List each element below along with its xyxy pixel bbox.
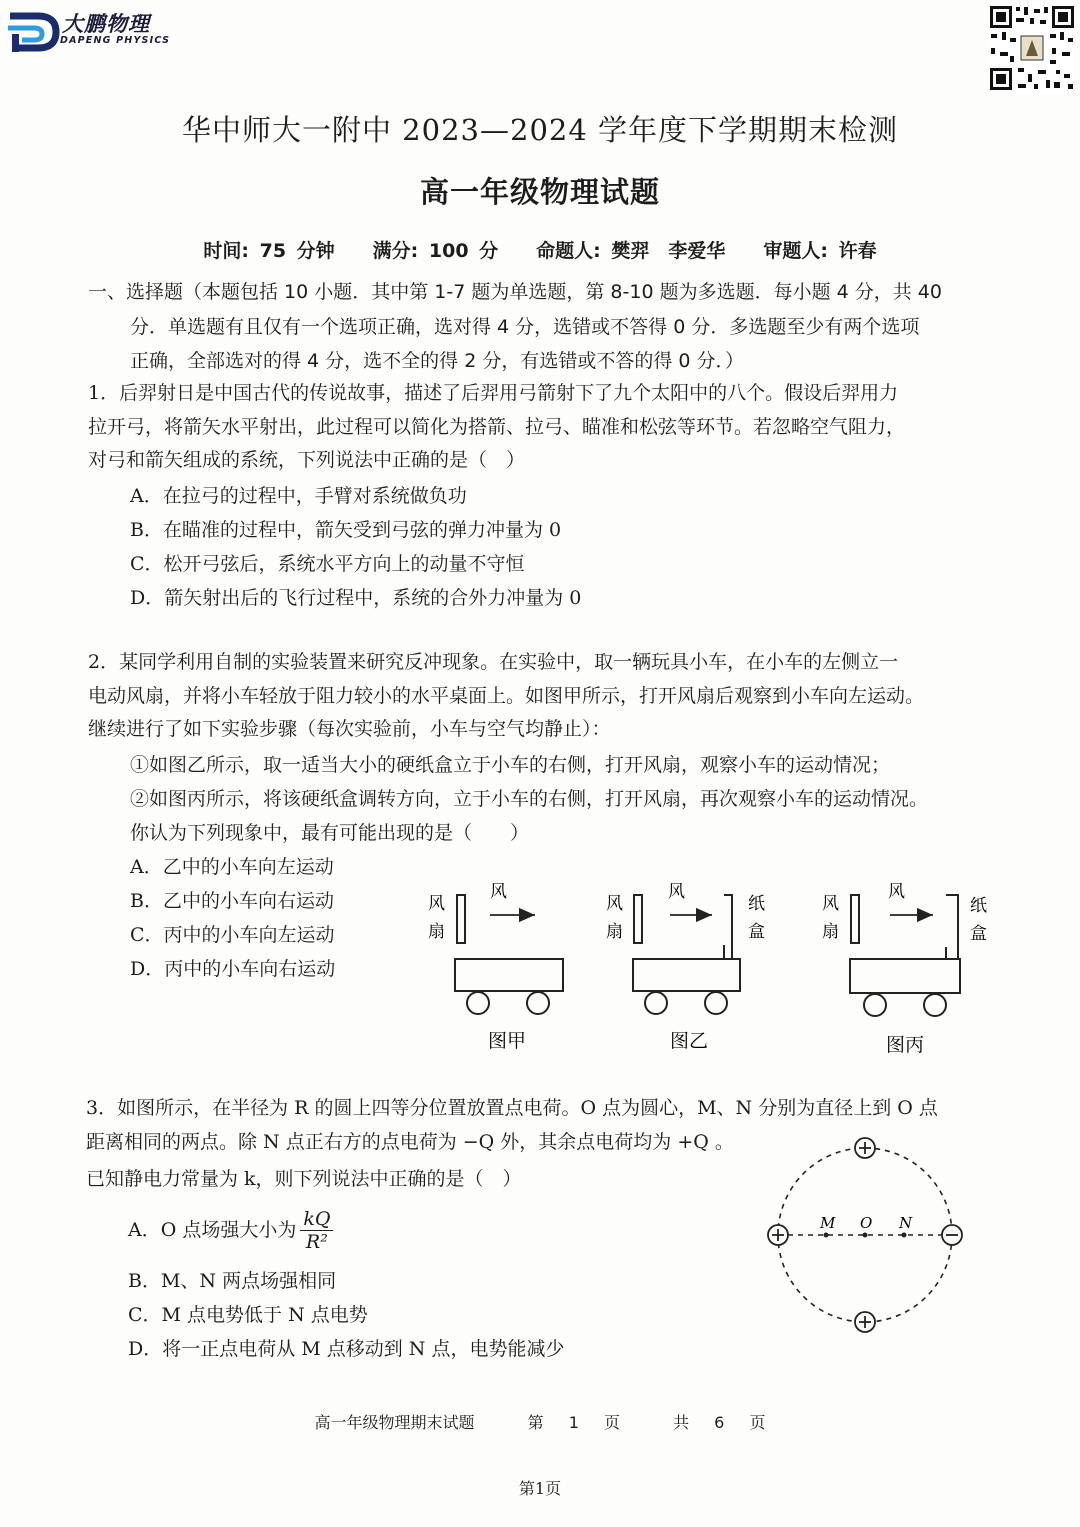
option-a: A．在拉弓的过程中，手臂对系统做负功 (130, 485, 467, 507)
point-n (902, 1233, 907, 1238)
stem-line: 3．如图所示，在半径为 R 的圆上四等分位置放置点电荷。O 点为圆心，M、N 分别为直径上到 O 点 (86, 1097, 938, 1119)
step-2: ②如图丙所示，将该硬纸盒调转方向，立于小车的右侧，打开风扇，再次观察小车的运动情况。 (130, 788, 929, 810)
figure-caption: 图乙 (670, 1030, 709, 1052)
exam-title: 华中师大一附中 2023—2024 学年度下学期期末检测 (181, 113, 899, 147)
fan-label: 扇 (606, 922, 623, 942)
cart-wheel (864, 994, 886, 1016)
section-line: 正确，全部选对的得 4 分，选不全的得 2 分，有选错或不答的得 0 分．） (130, 350, 745, 372)
section-line: 一、选择题（本题包括 10 小题．其中第 1-7 题为单选题，第 8-10 题为多选题．每小题 4 分，共 40 (88, 281, 942, 303)
dp-logo-icon (4, 8, 62, 56)
cart-wheel (705, 992, 727, 1014)
question-3-options (128, 1200, 564, 1366)
stem-line: 继续进行了如下实验步骤（每次实验前，小车与空气均静止）： (88, 718, 611, 740)
figure-jia (428, 882, 563, 1052)
page-number: 第1页 (518, 1479, 562, 1498)
paper-box (724, 895, 732, 959)
section-line: 分．单选题有且仅有一个选项正确，选对得 4 分，选错或不答得 0 分．多选题至少有两个选项 (130, 315, 920, 338)
stem-line: 拉开弓，将箭矢水平射出，此过程可以简化为搭箭、拉弓、瞄准和松弦等环节。若忽略空气阻力， (88, 415, 906, 438)
figure-bing (822, 882, 987, 1056)
fan-label: 风 (822, 894, 839, 914)
exam-meta: 时间: 75 分钟 满分: 100 分 命题人: 樊羿 李爱华 审题人: 许春 (203, 240, 877, 262)
wind-label: 风 (888, 882, 905, 902)
label-m: M (820, 1214, 836, 1232)
footer-page: 第 1 页 (527, 1413, 620, 1432)
fan-label: 扇 (822, 922, 839, 942)
footer-total: 共 6 页 (673, 1413, 766, 1432)
positive-charge-icon (855, 1138, 875, 1158)
positive-charge-icon (855, 1312, 875, 1332)
cart-body (850, 959, 960, 993)
cart-body (633, 959, 740, 991)
fan-label: 风 (428, 894, 445, 914)
option-a: A．乙中的小车向左运动 (130, 856, 334, 878)
fan-cart-figure (420, 875, 1000, 1065)
wind-label: 风 (668, 882, 685, 902)
question-2-options (130, 850, 335, 986)
box-label: 盒 (748, 922, 765, 942)
fan-shape (851, 895, 859, 943)
cart-wheel (645, 992, 667, 1014)
question-1-options (130, 479, 581, 615)
fan-shape (634, 895, 642, 943)
fan-shape (457, 895, 465, 943)
option-b: B．M、N 两点场强相同 (128, 1270, 337, 1292)
fraction (300, 1208, 333, 1253)
wind-label: 风 (490, 882, 507, 902)
section-instructions (88, 275, 1000, 379)
stem-line: 距离相同的两点。除 N 点正右方的点电荷为 −Q 外，其余点电荷均为 +Q 。 (86, 1130, 734, 1153)
option-c: C．丙中的小车向左运动 (130, 924, 335, 946)
question-1-stem (88, 377, 1000, 478)
stem-line: 1．后羿射日是中国古代的传说故事，描述了后羿用弓箭射下了九个太阳中的八个。假设后羿用力 (88, 382, 899, 404)
option-d: D．将一正点电荷从 M 点移动到 N 点，电势能减少 (128, 1338, 565, 1360)
stem-line: 2．某同学利用自制的实验装置来研究反冲现象。在实验中，取一辆玩具小车，在小车的左侧立一 (88, 651, 899, 673)
paper-box (946, 895, 958, 959)
stem-line: 已知静电力常量为 k，则下列说法中正确的是（ ） (86, 1168, 522, 1190)
option-d: D．丙中的小车向右运动 (130, 958, 336, 980)
stem-line: 对弓和箭矢组成的系统，下列说法中正确的是（ ） (88, 449, 526, 471)
page-footer (0, 1410, 1080, 1433)
label-n: N (899, 1214, 913, 1232)
fraction-numerator: kQ (300, 1208, 333, 1231)
qr-code[interactable] (988, 4, 1076, 92)
option-a-text: A．O 点场强大小为 (128, 1219, 297, 1241)
negative-charge-icon (942, 1225, 962, 1245)
fan-label: 风 (606, 894, 623, 914)
stem-line: 电动风扇，并将小车轻放于阻力较小的水平桌面上。如图甲所示，打开风扇后观察到小车向左运动。 (88, 684, 925, 707)
cart-wheel (467, 992, 489, 1014)
step-1: ①如图乙所示，取一适当大小的硬纸盒立于小车的右侧，打开风扇，观察小车的运动情况； (130, 754, 891, 776)
box-label: 纸 (970, 896, 987, 916)
charge-circle-figure (760, 1135, 970, 1335)
option-b: B．乙中的小车向右运动 (130, 890, 334, 912)
option-d: D．箭矢射出后的飞行过程中，系统的合外力冲量为 0 (130, 587, 582, 609)
question-2-steps (130, 748, 928, 850)
logo-text-cn: 大鹏物理 (62, 12, 150, 36)
logo-text-en: DAPENG PHYSICS (60, 35, 171, 46)
figure-yi (606, 882, 765, 1052)
exam-subtitle: 高一年级物理试题 (419, 175, 660, 209)
cart-body (455, 959, 563, 991)
footer-title: 高一年级物理期末试题 (314, 1413, 475, 1432)
point-o (863, 1233, 868, 1238)
point-m (824, 1233, 829, 1238)
question-prompt: 你认为下列现象中，最有可能出现的是（ ） (130, 822, 530, 844)
positive-charge-icon (768, 1225, 788, 1245)
option-b: B．在瞄准的过程中，箭矢受到弓弦的弹力冲量为 0 (130, 519, 562, 541)
label-o: O (860, 1214, 873, 1232)
option-c: C．松开弓弦后，系统水平方向上的动量不守恒 (130, 553, 525, 575)
box-label: 盒 (970, 924, 987, 944)
option-c: C．M 点电势低于 N 点电势 (128, 1304, 368, 1326)
option-a (128, 1200, 564, 1260)
fraction-denominator: R² (305, 1230, 328, 1253)
cart-wheel (924, 994, 946, 1016)
figure-caption: 图丙 (886, 1034, 925, 1056)
figure-caption: 图甲 (488, 1030, 527, 1052)
box-label: 纸 (748, 894, 765, 914)
cart-wheel (527, 992, 549, 1014)
fan-label: 扇 (428, 922, 445, 942)
question-2-stem (88, 646, 1000, 747)
